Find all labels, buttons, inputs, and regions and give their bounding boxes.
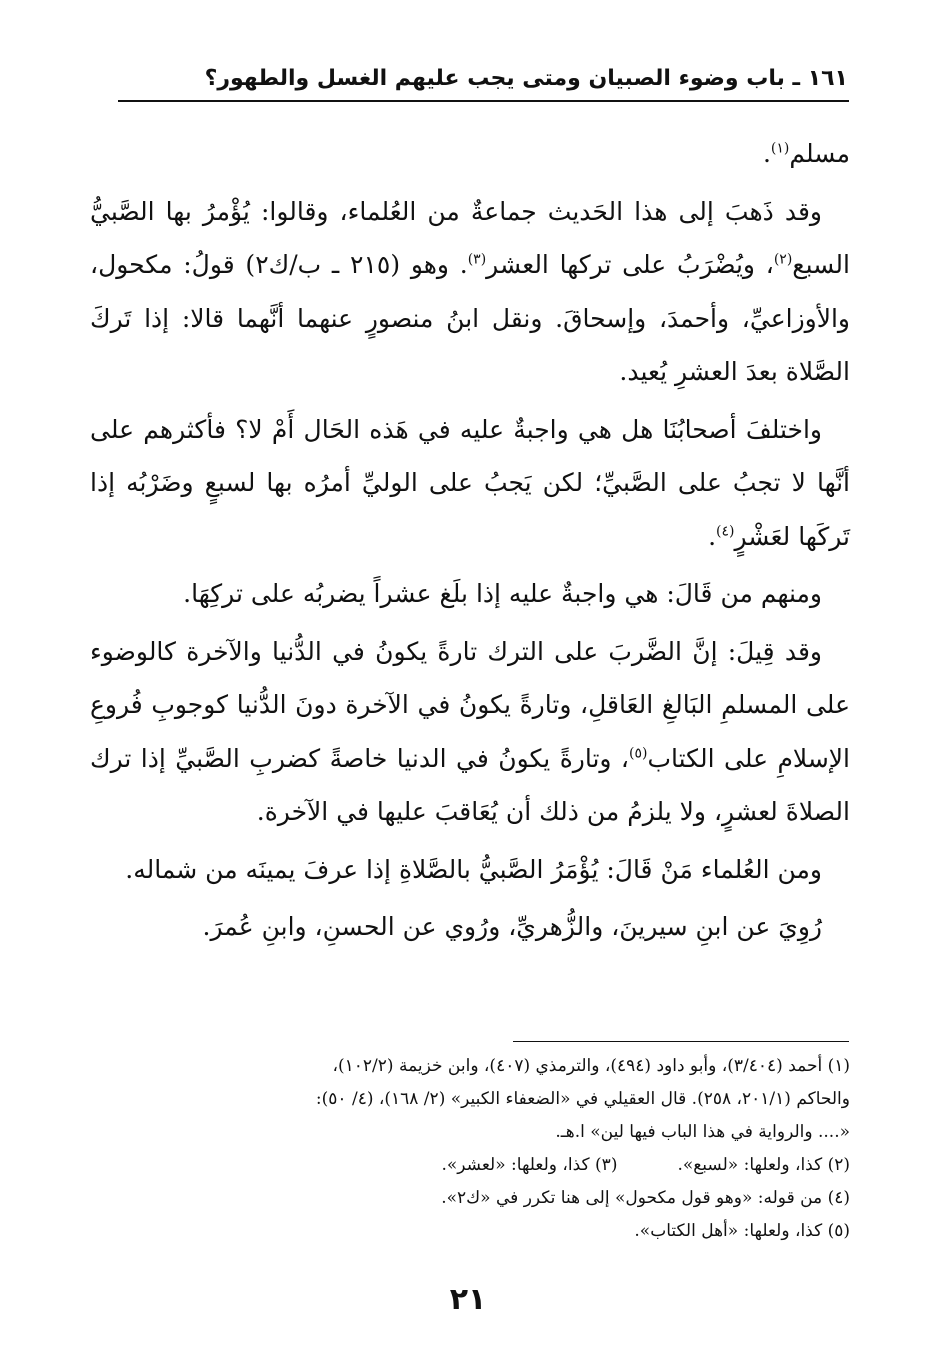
- footnote-1-line-1: (١) أحمد (٣/٤٠٤)، وأبو داود (٤٩٤)، والترمذي (٤٠٧)، وابن خزيمة (١٠٢/٢)،: [332, 1056, 850, 1076]
- paragraph-3-end: .: [708, 521, 717, 551]
- paragraph-2-text-b: ، ويُضْرَبُ على تركها العشر: [486, 250, 774, 279]
- paragraph-1-end: .: [762, 139, 771, 168]
- footnote-1-line-3: «.... والرواية في هذا الباب فيها لين» ا.هـ.: [555, 1122, 850, 1142]
- paragraph-5-text-b: ، وتارةً يكونُ في الدنيا خاصةً كضربِ الصَّبيِّ إذا ترك الصلاةَ لعشرٍ، ولا يلزمُ من ذلك أن يُعَاقبَ عليها في الآخرة.: [90, 743, 850, 826]
- footnote-ref-2[interactable]: (٢): [773, 251, 793, 268]
- footnote-ref-5[interactable]: (٥): [629, 745, 648, 762]
- paragraph-5: [90, 625, 850, 839]
- paragraph-1: [90, 127, 850, 181]
- footnote-1-line-2: والحاكم (٢٠١/١، ٢٥٨). قال العقيلي في «الضعفاء الكبير» (٢/ ١٦٨)، (٤/ ٥٠):: [315, 1089, 850, 1109]
- footnote-ref-3[interactable]: (٣): [467, 251, 487, 268]
- paragraph-3: [90, 403, 850, 564]
- paragraph-7: رُوِيَ عن ابنِ سيرينَ، والزُّهريِّ، ورُوي عن الحسنِ، وابنِ عُمرَ.: [202, 912, 822, 941]
- footnote-3: (٣) كذا، ولعلها: «لعشر».: [441, 1155, 618, 1175]
- paragraph-2: [90, 185, 850, 399]
- paragraph-4: ومنهم من قَالَ: هي واجبةٌ عليه إذا بلَغ عشراً يضربُه على تركِهَا.: [183, 579, 822, 608]
- footnote-4: (٤) من قوله: «وهو قول مكحول» إلى هنا تكرر في «ك٢».: [441, 1188, 850, 1208]
- paragraph-6: ومن العُلماء مَنْ قَالَ: يُؤْمَرُ الصَّبيُّ بالصَّلاةِ إذا عرفَ يمينَه من شماله.: [125, 854, 822, 884]
- main-text: [90, 127, 850, 958]
- footnote-ref-4[interactable]: (٤): [716, 523, 735, 540]
- header-rule: [118, 100, 849, 102]
- footnote-ref-1[interactable]: (١): [770, 140, 790, 157]
- footnote-2-3-line: [90, 1149, 850, 1182]
- footnotes: [90, 1050, 850, 1248]
- paragraph-2-text-c: . وهو (٢١٥ ـ ب/ك٢) قولُ: مكحول، والأوزاعيِّ، وأحمدَ، وإسحاقَ. ونقل ابنُ منصورٍ عنهما أنَّهما قالا: إذا تَركَ الصَّلاة بعدَ العشرِ يُعيد.: [90, 250, 850, 386]
- page-number: ٢١: [449, 1282, 487, 1317]
- paragraph-1-text: مسلم: [789, 139, 850, 168]
- paragraph-3-text: واختلفَ أصحابُنَا هل هي واجبةٌ عليه في هَذه الحَال أَمْ لا؟ فأكثرهم على أنَّها لا تجبُ على الصَّبيِّ؛ لكن يَجبُ على الوليِّ أمرُه بها لسبعٍ وضَرْبُه إذا تَركَها لعَشْرٍ: [90, 414, 850, 551]
- footnote-separator: [513, 1041, 849, 1042]
- footnote-5: (٥) كذا، ولعلها: «أهل الكتاب».: [634, 1221, 850, 1241]
- running-header: ١٦١ ـ باب وضوء الصبيان ومتى يجب عليهم الغسل والطهور؟: [204, 66, 848, 91]
- paragraph-2-text-a: وقد ذَهبَ إلى هذا الحَديث جماعةٌ من العُلماء، وقالوا: يُؤْمرُ بها الصَّبيُّ السبع: [90, 196, 850, 279]
- paragraph-5-text-a: وقد قِيلَ: إنَّ الضَّربَ على الترك تارةً يكونُ في الدُّنيا والآخرة كالوضوء على المسلمِ البَالغِ العَاقلِ، وتارةً يكونُ في الآخرة دونَ الدُّنيا كوجوبِ فُروعِ الإسلامِ على الكتاب: [90, 636, 850, 773]
- footnote-2: (٢) كذا، ولعلها: «لسبع».: [677, 1155, 850, 1175]
